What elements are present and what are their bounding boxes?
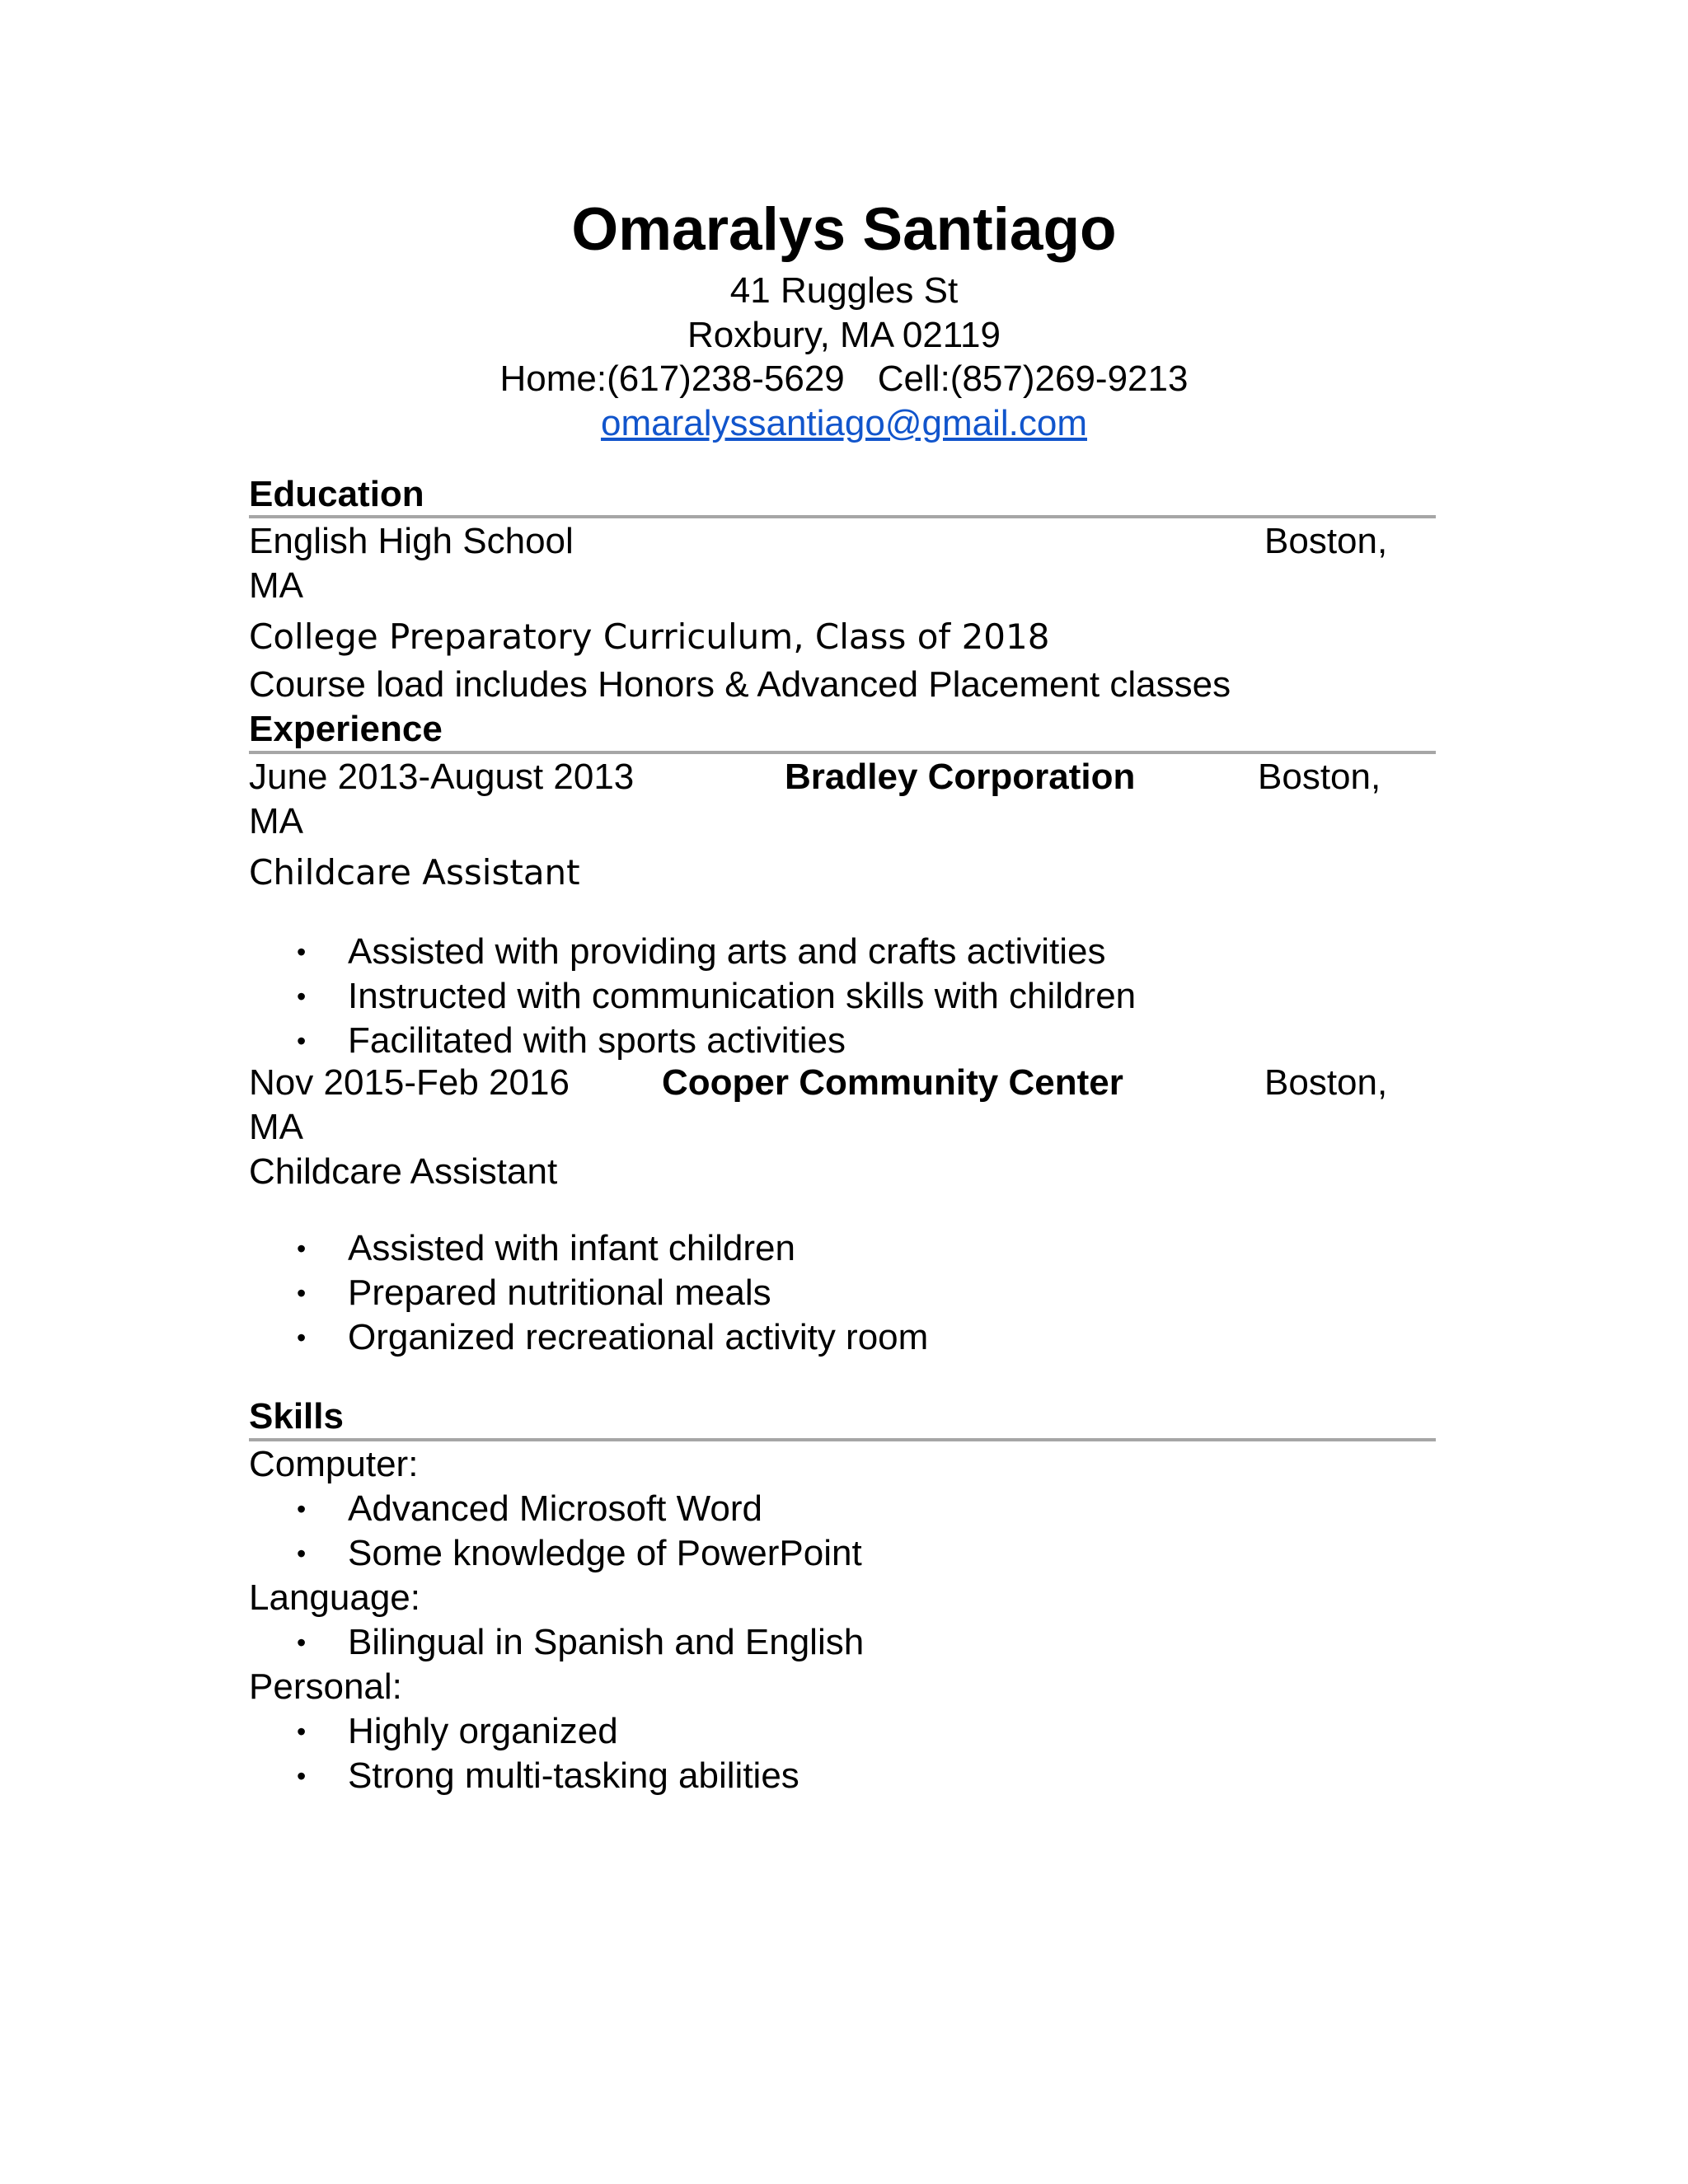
address-line-1: 41 Ruggles St xyxy=(729,270,959,311)
job-employer: Bradley Corporation xyxy=(785,757,1136,797)
bullet-icon: • xyxy=(297,1628,307,1657)
bullet-icon: • xyxy=(297,1278,307,1308)
job-row xyxy=(249,1061,1436,1105)
job-employer: Cooper Community Center xyxy=(662,1062,1123,1103)
skills-bullets xyxy=(249,1620,864,1665)
skills-group-label: Personal: xyxy=(249,1666,402,1707)
bullet-icon: • xyxy=(297,1494,307,1524)
list-item: • Assisted with providing arts and crafts activities xyxy=(249,930,1136,974)
list-item: • Prepared nutritional meals xyxy=(249,1271,928,1315)
job-location-state: MA xyxy=(249,1107,303,1147)
email-line xyxy=(0,401,1688,446)
bullet-icon: • xyxy=(297,982,307,1011)
job-location-state: MA xyxy=(249,801,303,841)
job-location-city: Boston, xyxy=(1258,757,1381,797)
job-row xyxy=(249,755,1436,799)
list-item: • Instructed with communication skills with children xyxy=(249,974,1136,1019)
bullet-icon: • xyxy=(297,1026,307,1056)
home-phone: Home:(617)238-5629 xyxy=(499,359,845,399)
job-role: Childcare Assistant xyxy=(249,1151,558,1192)
address-line-2: Roxbury, MA 02119 xyxy=(687,315,1001,355)
cell-phone: Cell:(857)269-9213 xyxy=(877,359,1189,399)
list-item: • Some knowledge of PowerPoint xyxy=(249,1531,862,1576)
education-title: Education xyxy=(249,474,424,514)
list-item: • Highly organized xyxy=(249,1709,799,1754)
bullet-icon: • xyxy=(297,1761,307,1791)
curriculum: College Preparatory Curriculum, Class of 2018 xyxy=(249,616,1050,657)
job-dates: Nov 2015-Feb 2016 xyxy=(249,1062,570,1103)
list-item: • Advanced Microsoft Word xyxy=(249,1487,862,1531)
skills-title: Skills xyxy=(249,1396,344,1436)
skills-group-label: Computer: xyxy=(249,1444,419,1484)
school-location-state: MA xyxy=(249,565,303,606)
email-link[interactable]: omaralyssantiago@gmail.com xyxy=(600,403,1087,443)
school-location-city: Boston, xyxy=(1264,521,1388,561)
skills-rule xyxy=(249,1438,1436,1441)
phone-line xyxy=(0,357,1688,401)
bullet-icon: • xyxy=(297,1539,307,1568)
education-rule xyxy=(249,515,1436,518)
experience-title: Experience xyxy=(249,709,443,749)
bullet-icon: • xyxy=(297,1234,307,1263)
job-dates: June 2013-August 2013 xyxy=(249,757,635,797)
list-item: • Bilingual in Spanish and English xyxy=(249,1620,864,1665)
skills-bullets xyxy=(249,1709,799,1798)
bullet-icon: • xyxy=(297,1323,307,1352)
skills-bullets xyxy=(249,1487,862,1576)
school-name: English High School xyxy=(249,521,574,561)
job-bullets xyxy=(249,930,1136,1063)
experience-rule xyxy=(249,751,1436,754)
list-item: • Assisted with infant children xyxy=(249,1226,928,1271)
job-location-city: Boston, xyxy=(1264,1062,1388,1103)
job-bullets xyxy=(249,1226,928,1360)
skills-group-label: Language: xyxy=(249,1577,420,1618)
list-item: • Strong multi-tasking abilities xyxy=(249,1754,799,1798)
bullet-icon: • xyxy=(297,937,307,967)
job-role: Childcare Assistant xyxy=(249,852,580,893)
course-load: Course load includes Honors & Advanced Placement classes xyxy=(249,664,1231,705)
education-school-row xyxy=(249,519,1436,564)
bullet-icon: • xyxy=(297,1717,307,1746)
resume-name: Omaralys Santiago xyxy=(571,196,1117,263)
list-item: • Organized recreational activity room xyxy=(249,1315,928,1360)
list-item: • Facilitated with sports activities xyxy=(249,1019,1136,1063)
